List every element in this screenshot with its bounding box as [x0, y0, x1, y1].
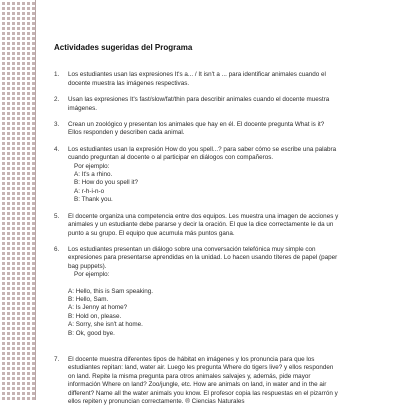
dialog-line: B: Thank you. — [74, 196, 113, 204]
list-item — [54, 96, 384, 113]
item-text — [68, 246, 384, 338]
text-line: different? Name all the water animals you know. El profesor copia las respuestas en el pizarrón y — [68, 389, 338, 397]
item-number: 6. — [54, 245, 60, 253]
dialog-line: A: Is Jenny at home? — [68, 304, 128, 312]
item-text — [68, 213, 384, 238]
activity-list — [54, 71, 384, 406]
dialog-line: B: Ok, good bye. — [68, 329, 115, 337]
text-line: El docente organiza una competencia entre dos equipos. Les muestra una imagen de acciones y — [68, 212, 339, 220]
dialog-lead: Por ejemplo: — [74, 271, 110, 279]
text-line: Ellos responden y describen cada animal. — [68, 129, 185, 137]
dialog-line: Por ejemplo: — [74, 162, 110, 170]
item-number: 3. — [54, 121, 60, 129]
item-number: 5. — [54, 212, 60, 220]
item-text — [68, 96, 384, 113]
item-number: 4. — [54, 145, 60, 153]
item-number: 7. — [54, 355, 60, 363]
document-title: Actividades sugeridas del Programa — [54, 43, 193, 52]
dialog-line: B: Hold on, please. — [68, 312, 122, 320]
text-line: imágenes. — [68, 104, 98, 112]
text-line: El docente muestra diferentes tipos de hábitat en imágenes y los pronuncia para que los — [68, 355, 315, 363]
item-text — [68, 146, 384, 205]
dialog-line: A: r-h-i-n-o — [74, 187, 105, 195]
text-line: Los estudiantes usan la expresión How do you spell...? para saber cómo se escribe una palabra — [68, 145, 337, 153]
text-line: cuando preguntan al docente o al participar en diálogos con compañeros. — [68, 154, 274, 162]
text-line: Los estudiantes usan las expresiones It's a... / It isn't a ... para identificar animales cuando el — [68, 71, 326, 79]
item-text — [68, 71, 384, 88]
item-number: 1. — [54, 71, 60, 79]
text-line: bag puppets). — [68, 262, 107, 270]
dialog-line: A: Sorry, she isn't at home. — [68, 321, 143, 329]
spacer — [68, 280, 384, 288]
list-item — [54, 356, 384, 406]
dialog-line: B: How do you spell it? — [74, 179, 139, 187]
document-body — [54, 44, 384, 414]
decorative-grid-sidebar — [0, 0, 36, 400]
text-line: on land. Repite la misma pregunta para otros animales salvajes y, además, pide mayor — [68, 372, 311, 380]
item-text — [68, 356, 384, 406]
list-item — [54, 121, 384, 138]
list-item — [54, 71, 384, 88]
text-line: estudiantes repitan: land, water air. Luego les pregunta Where do tigers live? y ellos responden — [68, 364, 334, 372]
text-line: animales y un estudiante debe pararse y decir la oración. El que la dice correctamente le da un — [68, 221, 334, 229]
text-line: punto a su grupo. El equipo que acumula más puntos gana. — [68, 229, 235, 237]
text-line: docente muestra las imágenes respectivas. — [68, 79, 190, 87]
text-line: información Where on land? Zoo/jungle, etc. How are animals on land, in water and in the air — [68, 381, 327, 389]
list-item — [54, 146, 384, 205]
dialog-line: A: It's a rhino. — [74, 171, 113, 179]
dialog-line: A: Hello, this is Sam speaking. — [68, 287, 154, 295]
text-line: Los estudiantes presentan un diálogo sobre una conversación telefónica muy simple con — [68, 245, 316, 253]
text-line: ellos repiten y pronuncian correctamente. ® Ciencias Naturales — [68, 398, 245, 405]
item-number: 2. — [54, 96, 60, 104]
text-line: Usan las expresiones It's fast/slow/fat/thin para describir animales cuando el docente muestra — [68, 96, 330, 104]
list-item — [54, 213, 384, 238]
list-item — [54, 246, 384, 338]
text-line: expresiones para presentarse aprendidas en la unidad. Lo hacen usando títeres de papel (paper — [68, 254, 338, 262]
item-text — [68, 121, 384, 138]
text-line: Crean un zoológico y presentan los animales que hay en él. El docente pregunta What is it? — [68, 121, 325, 129]
dialog-line: B: Hello, Sam. — [68, 295, 109, 303]
